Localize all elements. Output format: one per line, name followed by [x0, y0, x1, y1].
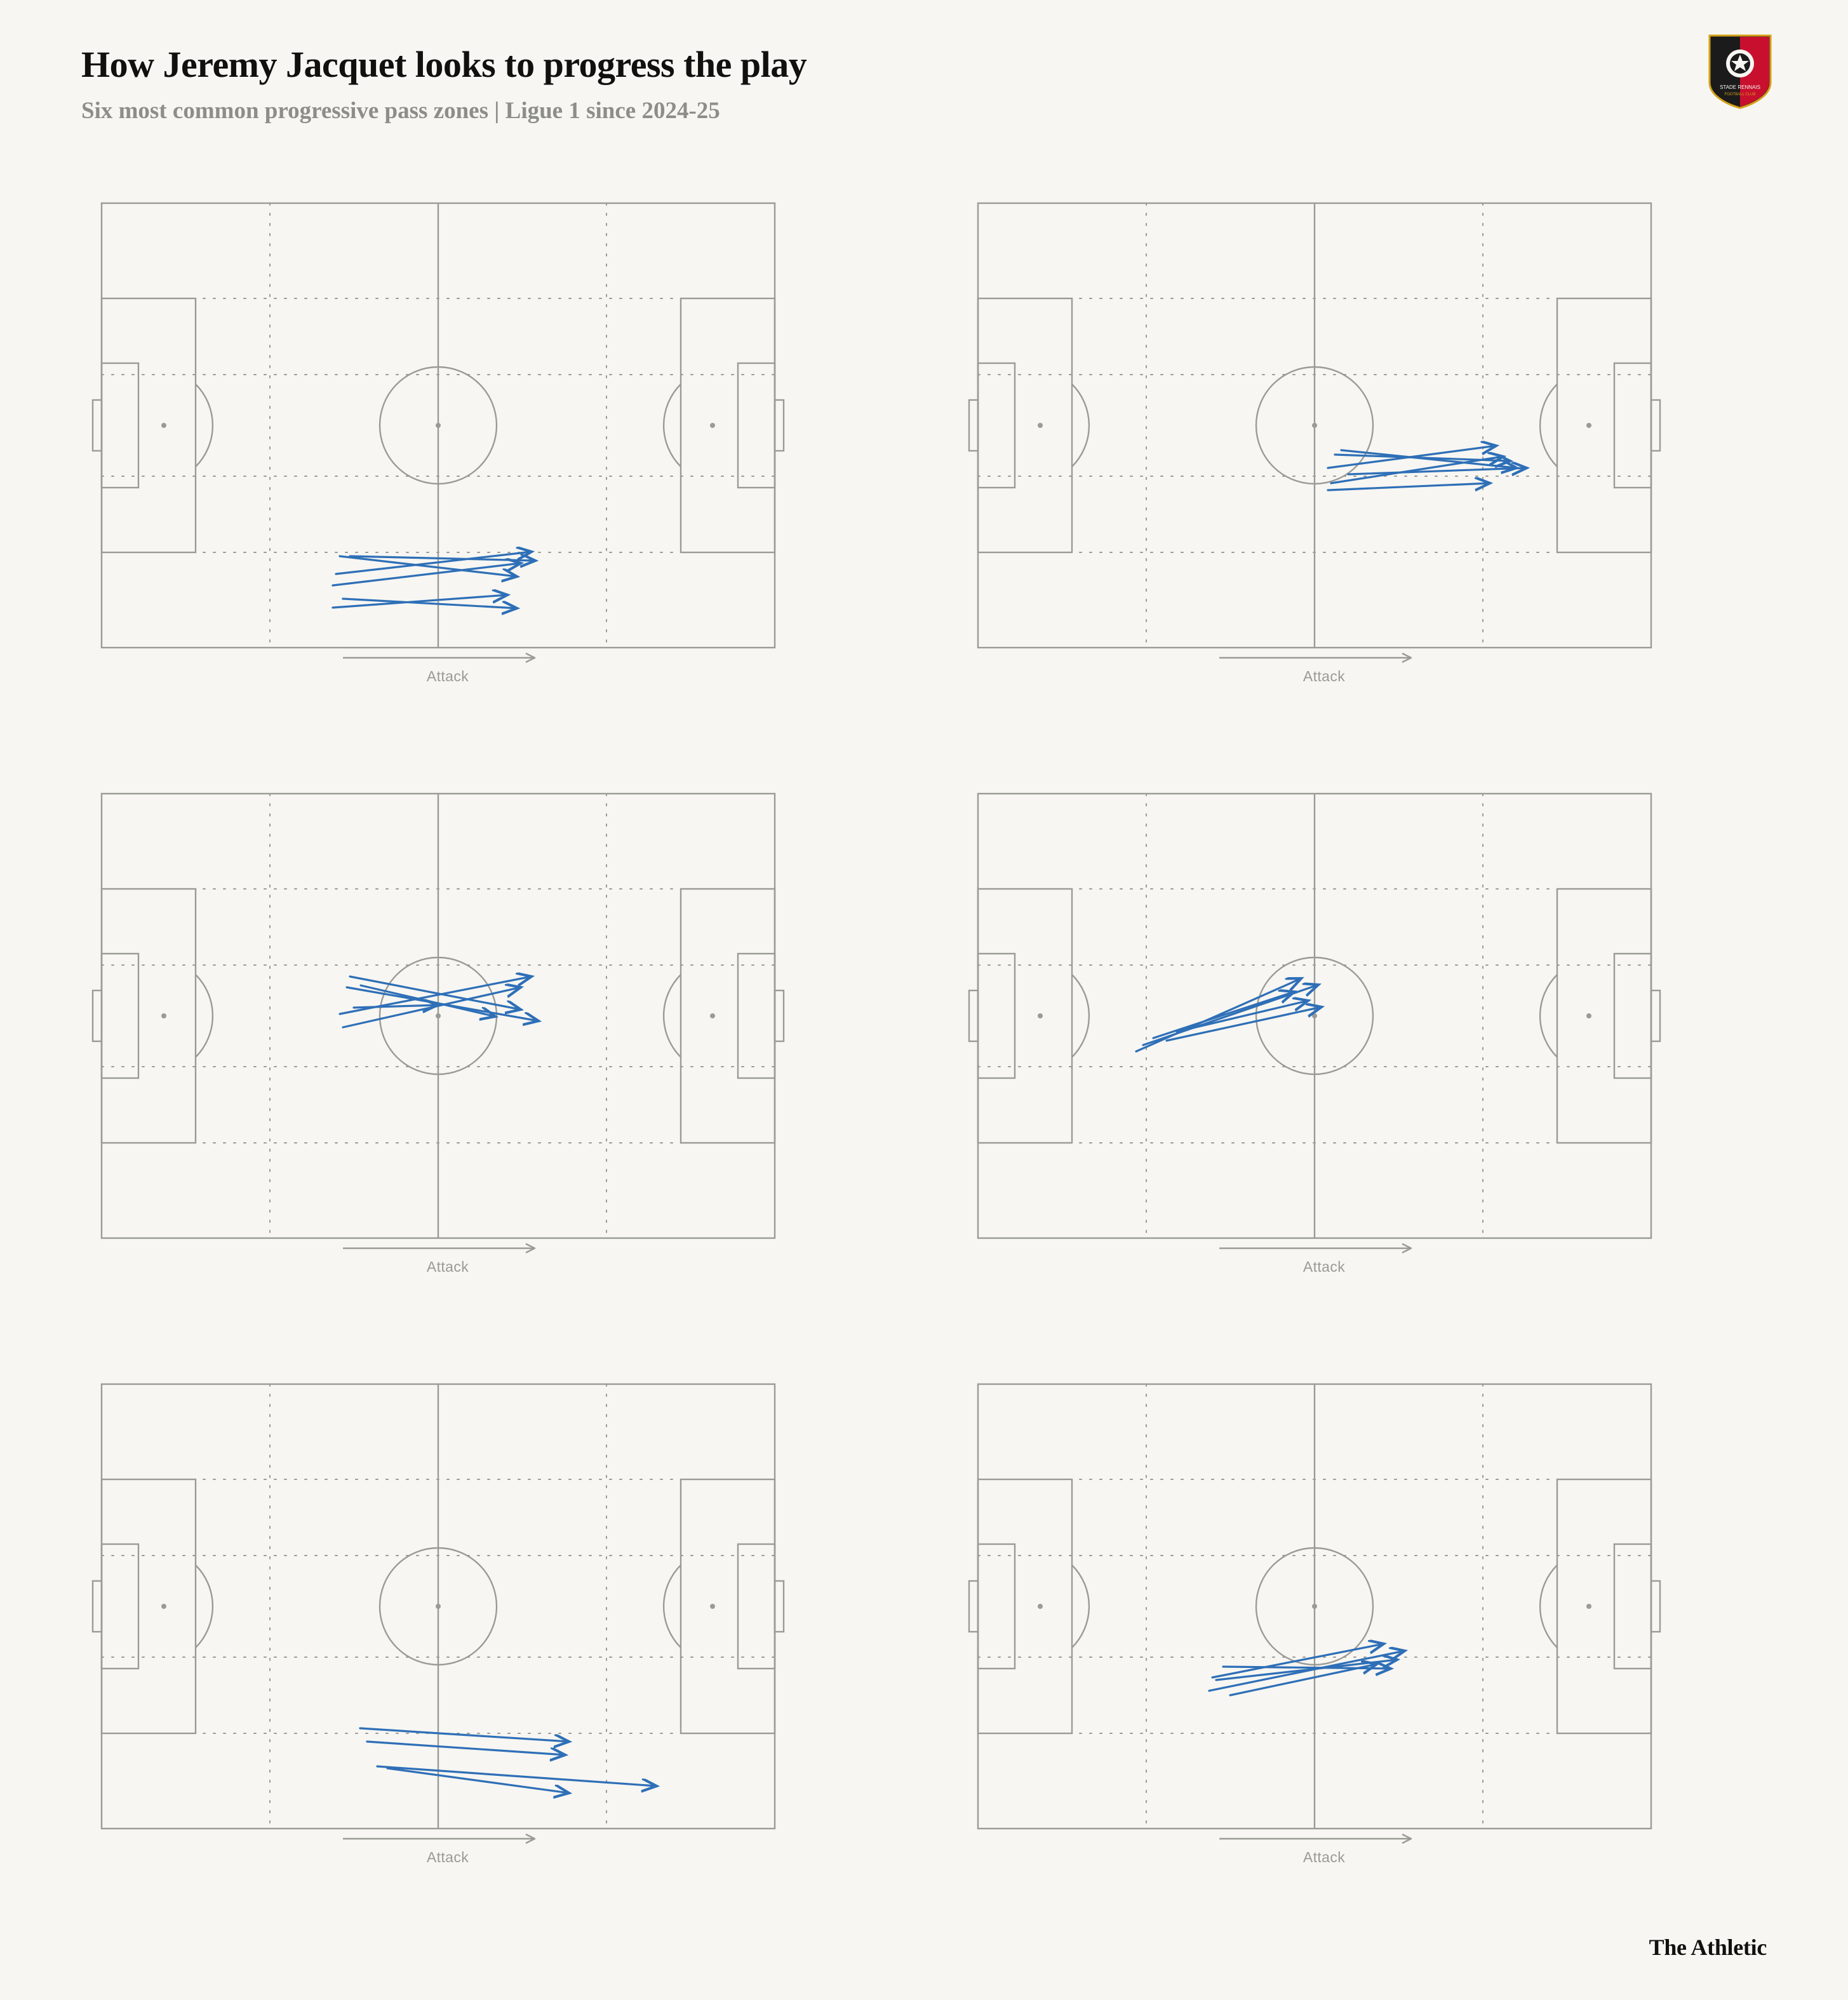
pitch-dots: [1038, 423, 1591, 428]
pitch-panel-3: [89, 781, 807, 1302]
pass-arrow: [387, 1768, 569, 1793]
pass-arrow: [1216, 1660, 1397, 1680]
attack-arrow-icon: [1219, 653, 1411, 662]
pass-arrow: [354, 1005, 438, 1008]
pitch-dots: [161, 423, 715, 428]
attack-label-5: Attack: [426, 1849, 469, 1865]
page-subtitle: Six most common progressive pass zones | Ligue 1 since 2024-25: [81, 97, 720, 124]
pitch-panel-6: [965, 1371, 1683, 1892]
pitch-grid: [0, 190, 1848, 1905]
pitch-panel-4: [965, 781, 1683, 1302]
pass-arrows: [360, 1728, 657, 1793]
pitch-panel-2: [965, 190, 1683, 711]
pass-arrows: [1136, 978, 1322, 1051]
page-title: How Jeremy Jacquet looks to progress the play: [81, 44, 807, 85]
pass-arrow: [377, 1766, 657, 1786]
attack-arrow-icon: [1219, 1834, 1411, 1843]
attack-arrow-icon: [343, 1834, 535, 1843]
pass-arrow: [336, 552, 532, 574]
pitch-dots: [161, 1013, 715, 1018]
the-athletic-logo: The Athletic: [1649, 1935, 1767, 1960]
crest-club-sub: FOOTBALL CLUB: [1724, 93, 1756, 97]
stade-rennais-crest-icon: [1707, 33, 1773, 109]
pass-arrow: [1348, 468, 1527, 474]
crest-club-name: STADE RENNAIS: [1720, 84, 1760, 90]
pass-arrow: [1143, 985, 1318, 1045]
pass-arrow: [340, 977, 532, 1014]
pass-arrows: [1209, 1644, 1405, 1695]
pass-arrow: [1167, 1007, 1322, 1041]
attack-label-1: Attack: [426, 668, 469, 684]
attack-arrow-icon: [343, 1244, 535, 1253]
attack-arrow-icon: [343, 653, 535, 662]
pass-arrow: [1328, 483, 1490, 490]
pass-arrow: [367, 1742, 565, 1755]
attack-label-3: Attack: [426, 1258, 469, 1275]
attack-label-6: Attack: [1302, 1849, 1346, 1865]
pass-arrow: [1136, 978, 1301, 1051]
pass-arrows: [333, 552, 535, 608]
pass-arrow: [360, 1728, 569, 1742]
pitch-panel-1: [89, 190, 807, 711]
pass-arrows: [340, 977, 539, 1027]
pass-arrow: [1153, 992, 1294, 1038]
pitch-dots: [161, 1604, 715, 1609]
pass-arrows: [1328, 446, 1527, 490]
pitch-dots: [1038, 1013, 1591, 1018]
attack-label-2: Attack: [1302, 668, 1346, 684]
pitch-panel-5: [89, 1371, 807, 1892]
pitch-dots: [1038, 1604, 1591, 1609]
header: [81, 44, 1542, 124]
attack-arrow-icon: [1219, 1244, 1411, 1253]
attack-label-4: Attack: [1302, 1258, 1346, 1275]
